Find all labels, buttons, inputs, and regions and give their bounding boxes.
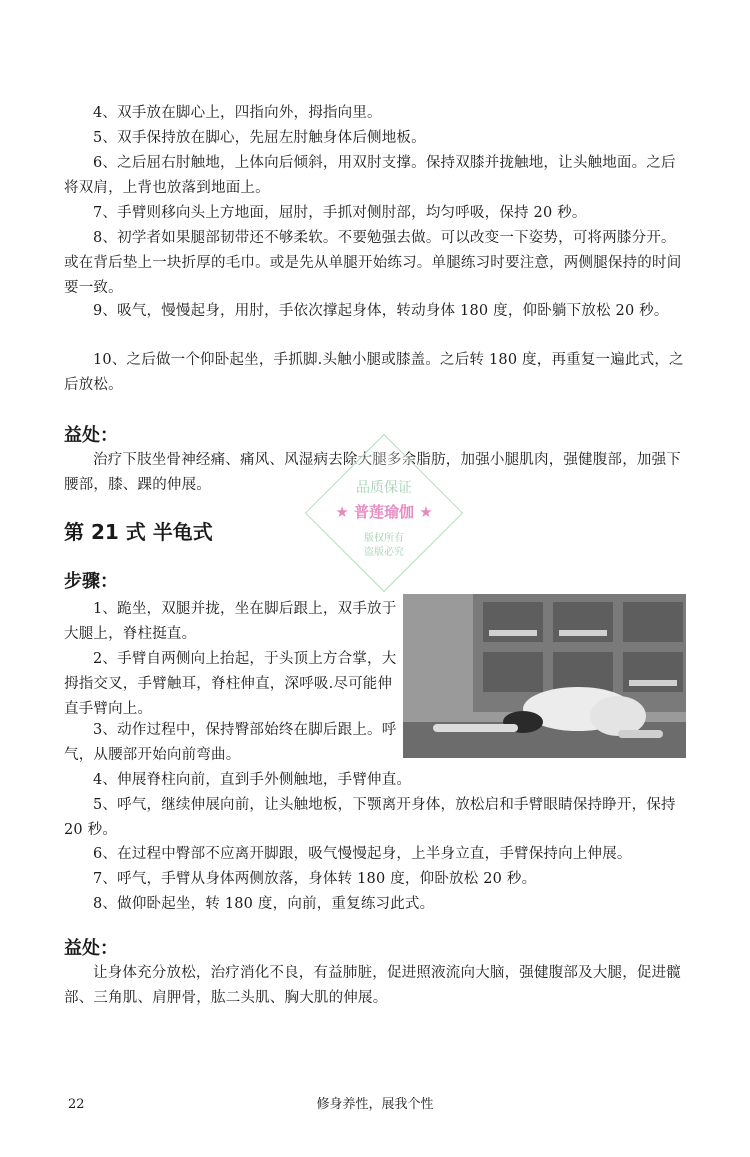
section-title: 第 21 式 半龟式	[64, 520, 213, 544]
step-9-text: 9、吸气，慢慢起身，用肘，手依次撑起身体，转动身体 180 度，仰卧躺下放松 20 秒。	[93, 303, 669, 319]
step-7-text: 7、手臂则移向头上方地面，屈肘，手抓对侧肘部，均匀呼吸，保持 20 秒。	[93, 205, 587, 221]
step-5-text: 5、双手保持放在脚心，先屈左肘触身体后侧地板。	[93, 130, 426, 146]
benefits-text-1: 治疗下肢坐骨神经痛、痛风、风湿病去除大腿多余脂肪，加强小腿肌肉，强健腹部，加强下腰部，膝、踝的伸展。	[64, 452, 681, 493]
step-6b-text: 6、在过程中臀部不应离开脚跟，吸气慢慢起身，上半身立直，手臂保持向上伸展。	[93, 846, 632, 862]
step-3-text: 3、动作过程中，保持臀部始终在脚后跟上。呼气，从腰部开始向前弯曲。	[64, 722, 397, 763]
step-10-text: 10、之后做一个仰卧起坐，手抓脚.头触小腿或膝盖。之后转 180 度，再重复一遍此式，之后放松。	[64, 352, 684, 393]
yoga-half-tortoise-icon	[403, 594, 686, 758]
steps-heading: 步骤：	[64, 571, 118, 592]
benefits-heading-2: 益处：	[64, 938, 118, 959]
step-7b-text: 7、呼气，手臂从身体两侧放落，身体转 180 度，仰卧放松 20 秒。	[93, 871, 537, 887]
page-number: 22	[68, 1097, 85, 1112]
step-6-text: 6、之后屈右肘触地，上体向后倾斜，用双肘支撑。保持双膝并拢触地，让头触地面。之后将双肩，上背也放落到地面上。	[64, 155, 676, 196]
footer-slogan: 修身养性，展我个性	[316, 1097, 434, 1112]
benefits-heading-1: 益处：	[64, 425, 118, 446]
step-4-text: 4、双手放在脚心上，四指向外，拇指向里。	[93, 105, 382, 121]
step-1-text: 1、跪坐，双腿并拢，坐在脚后跟上，双手放于大腿上，脊柱挺直。	[64, 601, 397, 642]
step-8-text: 8、初学者如果腿部韧带还不够柔软。不要勉强去做。可以改变一下姿势，可将两膝分开。或在背后垫上一块折厚的毛巾。或是先从单腿开始练习。单腿练习时要注意，两侧腿保持的时间要一致。	[64, 230, 682, 296]
watermark-bottom-text-2: 盗版必究	[364, 547, 404, 558]
step-8b-text: 8、做仰卧起坐，转 180 度，向前，重复练习此式。	[93, 896, 435, 912]
yoga-pose-photo	[403, 594, 686, 758]
watermark-top-text: 品质保证	[356, 480, 412, 496]
step-5b-text: 5、呼气，继续伸展向前，让头触地板，下颚离开身体，放松启和手臂眼睛保持睁开，保持 20 秒。	[64, 797, 676, 838]
step-4b-text: 4、伸展脊柱向前，直到手外侧触地，手臂伸直。	[93, 772, 412, 788]
watermark-bottom-text-1: 版权所有	[364, 533, 404, 544]
benefits-text-2: 让身体充分放松，治疗消化不良，有益肺脏，促进照液流向大脑，强健腹部及大腿，促进髋部、三角肌、肩胛骨，肱二头肌、胸大肌的伸展。	[64, 965, 681, 1006]
watermark-brand-text: ★ 普莲瑜伽 ★	[335, 503, 433, 521]
step-2-text: 2、手臂自两侧向上抬起，于头顶上方合掌，大拇指交叉，手臂触耳，脊柱伸直，深呼吸.尽可能伸直手臂向上。	[64, 651, 397, 717]
